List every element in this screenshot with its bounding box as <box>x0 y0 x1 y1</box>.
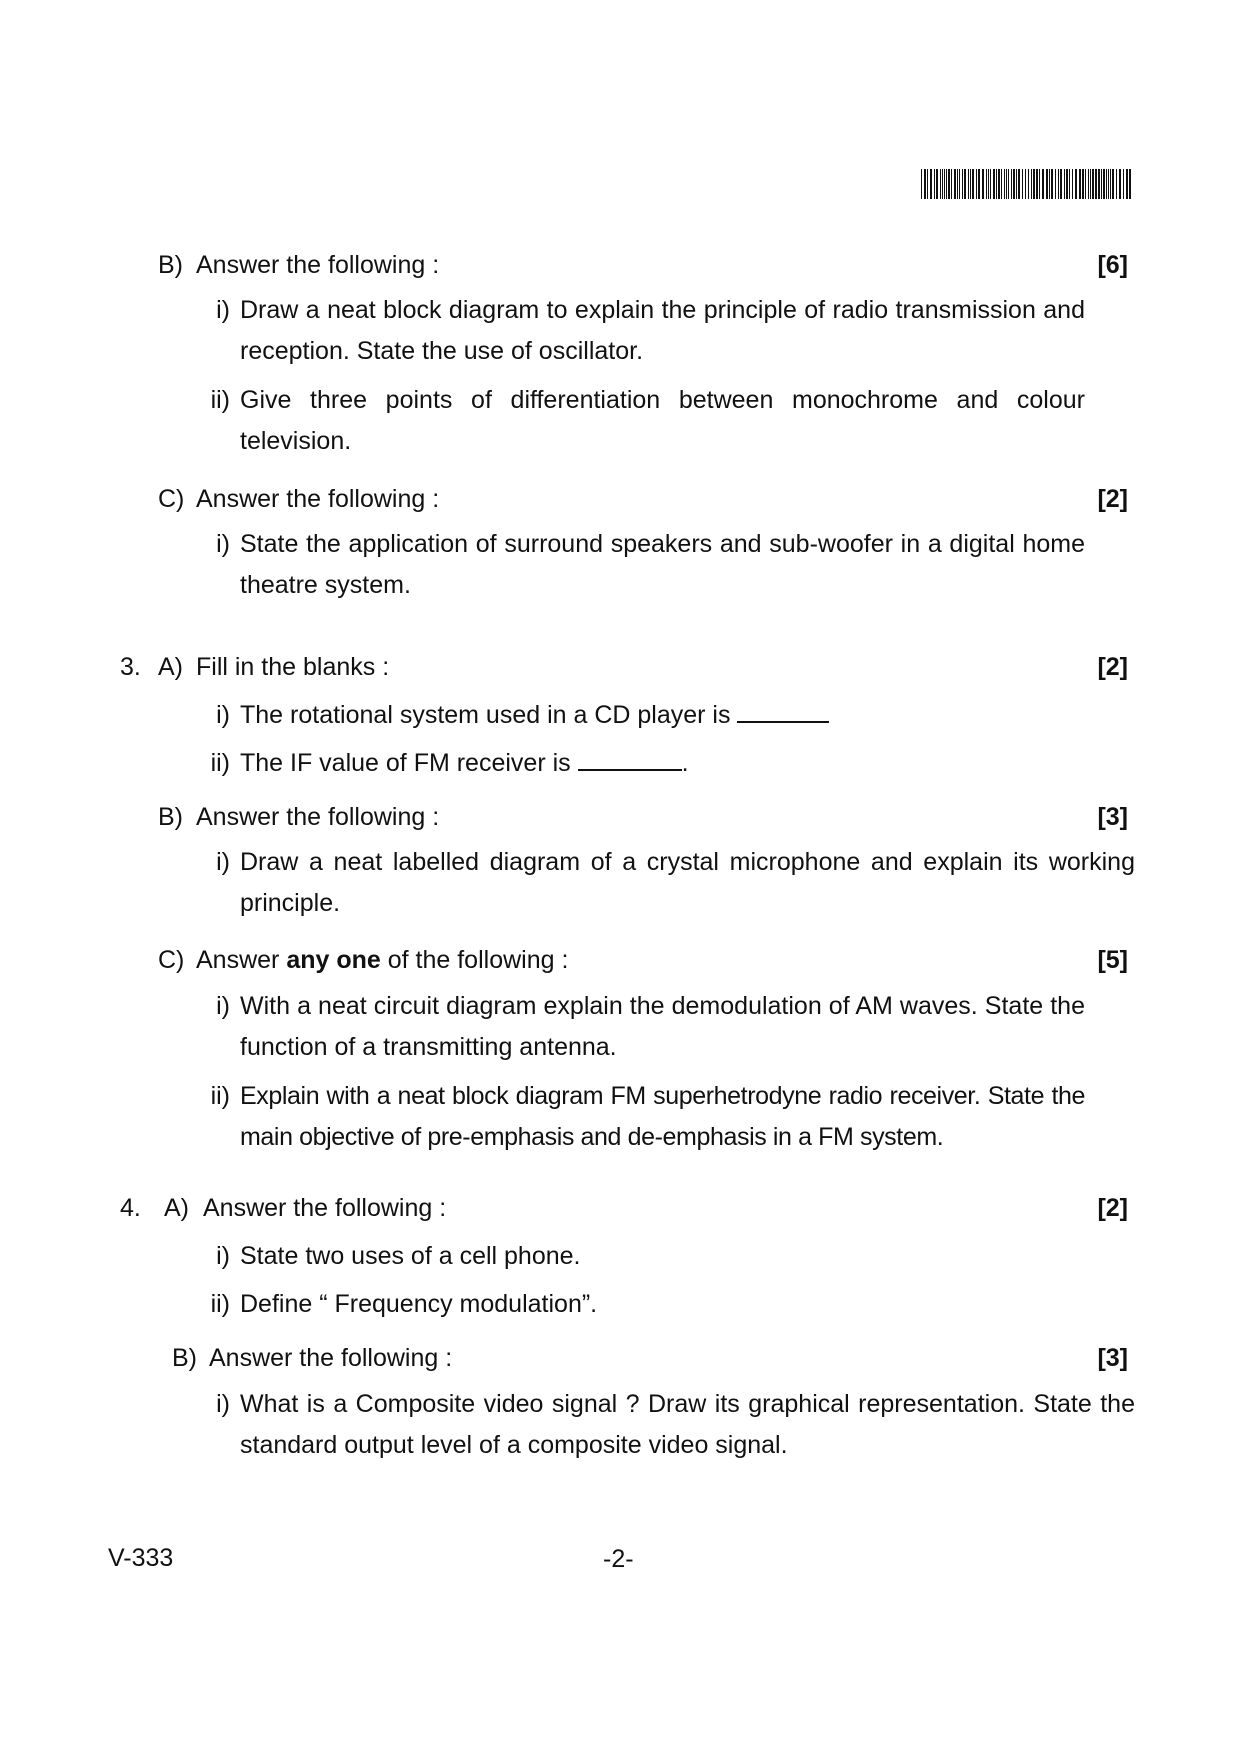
q2-b-marks: [6] <box>1097 251 1128 279</box>
item-number: ii) <box>210 1290 230 1318</box>
q3-a-marks: [2] <box>1097 653 1128 681</box>
q4-b-marks: [3] <box>1097 1344 1128 1372</box>
item-text: Draw a neat labelled diagram of a crystal microphone and explain its working principle. <box>240 848 1135 917</box>
item-number: i) <box>216 296 230 324</box>
item-number: ii) <box>210 749 230 777</box>
item-end: . <box>681 749 689 777</box>
page-number: -2- <box>603 1545 634 1573</box>
q4-a-marks: [2] <box>1097 1194 1128 1222</box>
q2-c-heading: Answer the following : <box>196 485 440 513</box>
item-text: Define “ Frequency modulation”. <box>240 1290 598 1318</box>
q3-b-heading: Answer the following : <box>196 803 440 831</box>
item-text: Explain with a neat block diagram FM superhetrodyne radio receiver. State the main objective of pre-emphasis and de-emphasis in a FM system. <box>240 1082 1085 1151</box>
q4-a-letter: A) <box>164 1194 189 1222</box>
q3-a-heading: Fill in the blanks : <box>196 653 390 681</box>
q2-c-letter: C) <box>158 485 185 513</box>
q3-number: 3. <box>120 653 141 681</box>
item-text: The IF value of FM receiver is <box>240 749 571 777</box>
q4-b-heading: Answer the following : <box>209 1344 453 1372</box>
item-number: ii) <box>210 386 230 414</box>
item-text: State two uses of a cell phone. <box>240 1242 581 1270</box>
q2-c-marks: [2] <box>1097 485 1128 513</box>
paper-code: V-333 <box>108 1544 174 1572</box>
barcode-image <box>921 169 1132 199</box>
item-number: i) <box>216 848 230 876</box>
item-number: i) <box>216 1242 230 1270</box>
item-number: ii) <box>210 1082 230 1110</box>
item-text: What is a Composite video signal ? Draw its graphical representation. State the standard output level of a composite video signal. <box>240 1390 1135 1459</box>
q4-number: 4. <box>120 1194 141 1222</box>
item-text: With a neat circuit diagram explain the demodulation of AM waves. State the function of a transmitting antenna. <box>240 992 1085 1061</box>
item-text: State the application of surround speakers and sub-woofer in a digital home theatre system. <box>240 530 1085 599</box>
q3-c-marks: [5] <box>1097 946 1128 974</box>
item-number: i) <box>216 1390 230 1418</box>
q2-b-heading: Answer the following : <box>196 251 440 279</box>
answer-blank <box>578 747 682 771</box>
item-number: i) <box>216 701 230 729</box>
item-text: The rotational system used in a CD player is <box>240 701 731 729</box>
item-number: i) <box>216 992 230 1020</box>
answer-blank <box>737 699 829 723</box>
q3-c-letter: C) <box>158 946 185 974</box>
item-number: i) <box>216 530 230 558</box>
q3-c-heading: Answer any one of the following : <box>196 946 569 974</box>
q3-a-letter: A) <box>158 653 183 681</box>
q3-b-marks: [3] <box>1097 803 1128 831</box>
q4-b-letter: B) <box>172 1344 197 1372</box>
q4-a-heading: Answer the following : <box>203 1194 447 1222</box>
q2-b-letter: B) <box>158 251 183 279</box>
item-text: Give three points of differentiation between monochrome and colour television. <box>240 386 1085 455</box>
item-text: Draw a neat block diagram to explain the principle of radio transmission and reception. State the use of oscillator. <box>240 296 1085 365</box>
q3-b-letter: B) <box>158 803 183 831</box>
